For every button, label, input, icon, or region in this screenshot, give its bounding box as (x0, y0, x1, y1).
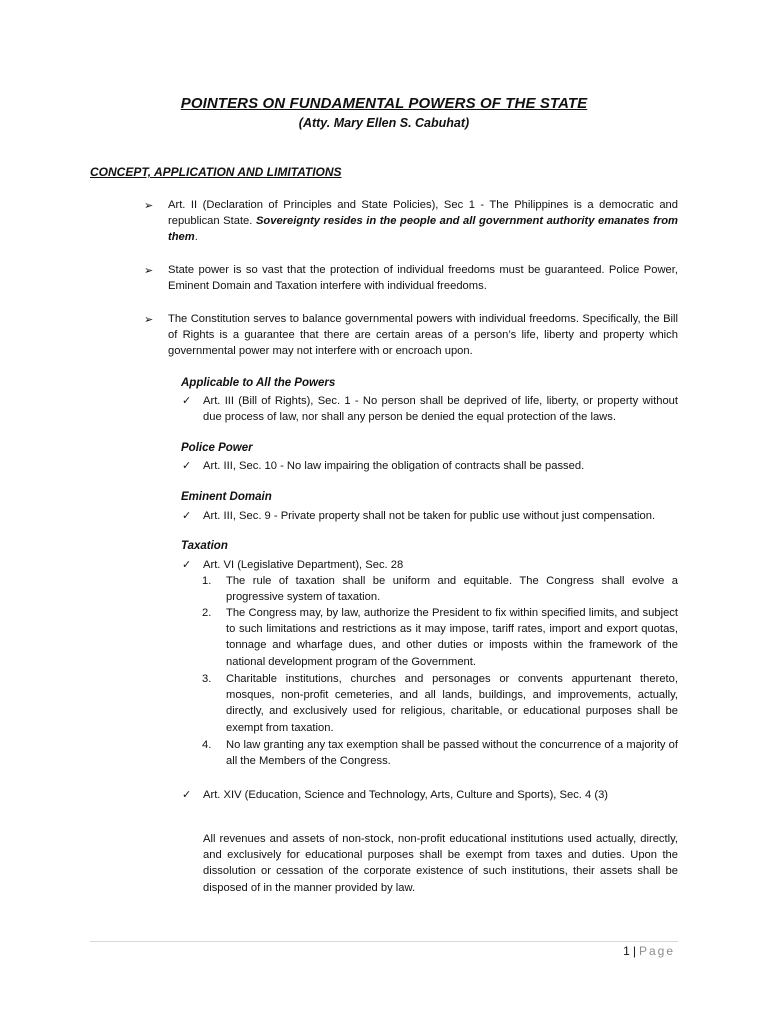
checkmark-icon: ✓ (182, 559, 192, 571)
taxation-item: Art. VI (Legislative Department), Sec. 28 (203, 559, 404, 571)
bullet-item-1-line-2 (168, 213, 678, 229)
page-label: Page (638, 944, 675, 958)
subheading-police-power: Police Power (181, 442, 253, 454)
checkmark-icon: ✓ (182, 510, 192, 522)
taxation-list-item-4: No law granting any tax exemption shall be passed without the concurrence of a majority of all the Members of the Congress. (226, 739, 678, 768)
document-author: (Atty. Mary Ellen S. Cabuhat) (298, 116, 470, 130)
subheading-all-powers: Applicable to All the Powers (181, 377, 336, 389)
section-heading: CONCEPT, APPLICATION AND LIMITATIONS (90, 165, 342, 179)
page-footer (623, 944, 675, 958)
list-number: 1. (202, 575, 212, 587)
education-paragraph: All revenues and assets of non-stock, non-profit educational institutions used actually, directly, and exclusively for educational purposes shall be exempt from taxes and duties. Upon the dissolution or cessation of the corporate existence of such institutions, their assets shall be disposed of in the manner provided by law. (203, 833, 678, 894)
list-number: 2. (202, 607, 212, 619)
page-number: 1 (623, 944, 630, 958)
taxation-list-item-1: The rule of taxation shall be uniform and equitable. The Congress shall evolve a progressive system of taxation. (226, 575, 678, 604)
bullet-item-1-plain: republican State. (168, 215, 256, 228)
arrow-bullet-icon: ➢ (144, 265, 154, 277)
bullet-item-2: State power is so vast that the protection of individual freedoms must be guaranteed. Police Power, Eminent Domain and Taxation interfere with individual freedoms. (168, 264, 678, 293)
footer-separator: | (632, 944, 636, 958)
list-number: 3. (202, 673, 212, 685)
arrow-bullet-icon: ➢ (144, 314, 154, 326)
bullet-item-1-line-1: Art. II (Declaration of Principles and State Policies), Sec 1 - The Philippines is a democratic and (168, 199, 678, 211)
bullet-item-1 (168, 197, 678, 246)
arrow-bullet-icon: ➢ (144, 200, 154, 212)
taxation-list-item-3: Charitable institutions, churches and personages or convents appurtenant thereto, mosques, non-profit cemeteries, and all lands, buildings, and improvements, actually, directly, and exclusively used for religious, charitable, or educational purposes shall be exempt from taxation. (226, 673, 678, 734)
education-item: Art. XIV (Education, Science and Technology, Arts, Culture and Sports), Sec. 4 (3) (203, 789, 609, 801)
list-number: 4. (202, 739, 212, 751)
checkmark-icon: ✓ (182, 460, 192, 472)
document-title: POINTERS ON FUNDAMENTAL POWERS OF THE STATE (180, 95, 588, 112)
footer-divider (90, 941, 678, 942)
checkmark-icon: ✓ (182, 395, 192, 407)
police-power-item: Art. III, Sec. 10 - No law impairing the obligation of contracts shall be passed. (203, 460, 585, 472)
all-powers-item: Art. III (Bill of Rights), Sec. 1 - No person shall be deprived of life, liberty, or property without due process of law, nor shall any person be denied the equal protection of the laws. (203, 395, 678, 424)
bullet-item-1-line-3 (168, 229, 678, 245)
bullet-item-1-emphasis: Sovereignty resides in the people and all government authority emanates from (255, 215, 678, 228)
subheading-eminent-domain: Eminent Domain (181, 491, 272, 503)
eminent-domain-item: Art. III, Sec. 9 - Private property shall not be taken for public use without just compensation. (203, 510, 656, 522)
subheading-taxation: Taxation (181, 540, 228, 552)
checkmark-icon: ✓ (182, 789, 192, 801)
bullet-item-1-emphasis-end: them (168, 231, 195, 244)
bullet-item-1-tail: . (194, 231, 198, 244)
taxation-list-item-2: The Congress may, by law, authorize the President to fix within specified limits, and subject to such limitations and restrictions as it may impose, tariff rates, import and export quotas, tonnage and wharfage dues, and other duties or imposts within the framework of the national development program of the Government. (226, 607, 678, 668)
bullet-item-3: The Constitution serves to balance governmental powers with individual freedoms. Specifically, the Bill of Rights is a guarantee that there are certain areas of a person’s life, liberty and property which governmental power may not interfere with or encroach upon. (168, 313, 678, 358)
